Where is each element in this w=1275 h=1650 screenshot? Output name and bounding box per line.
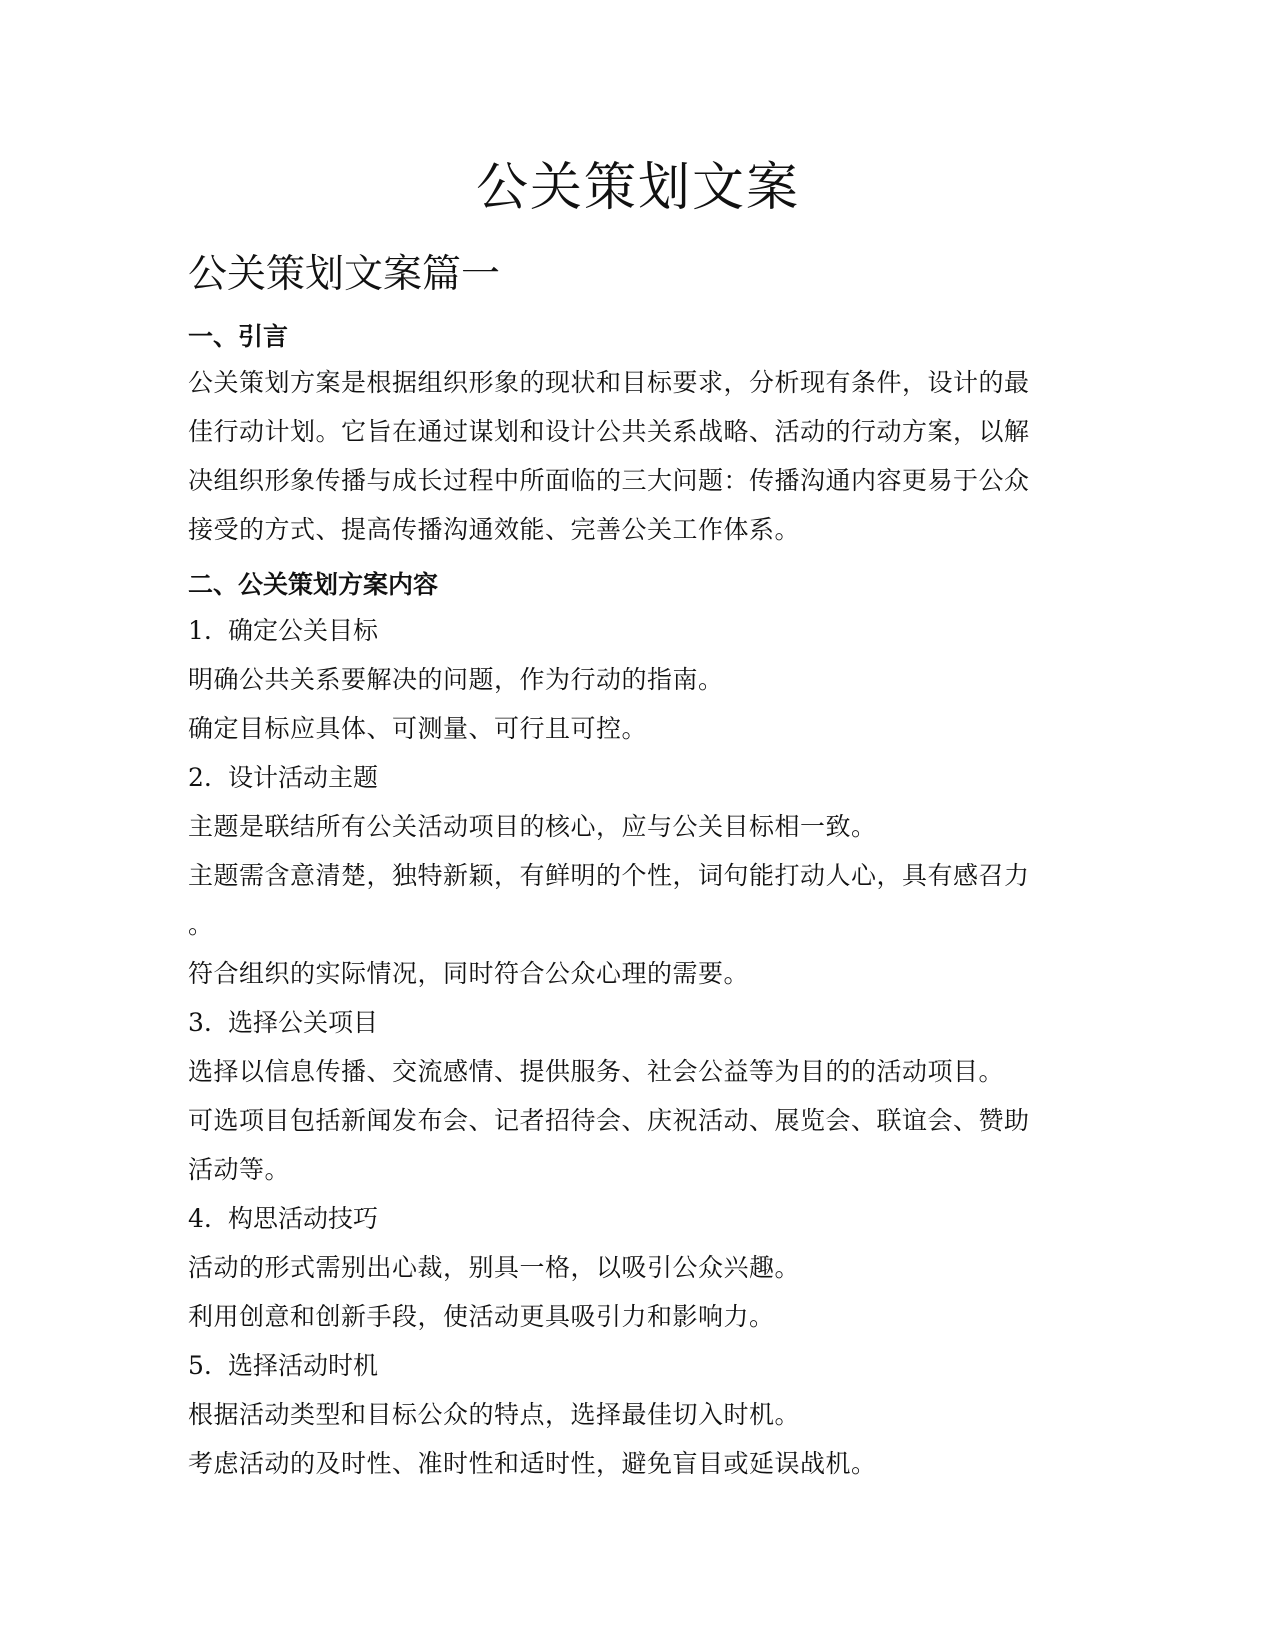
item-line: 主题需含意清楚，独特新颖，有鲜明的个性，词句能打动人心，具有感召力 bbox=[188, 861, 1030, 890]
plan-item-3 bbox=[188, 998, 1088, 1194]
document-content bbox=[188, 150, 1088, 1488]
document-title: 公关策划文案 bbox=[475, 158, 800, 218]
item-line: 根据活动类型和目标公众的特点，选择最佳切入时机。 bbox=[188, 1400, 801, 1429]
item-number: 4. bbox=[188, 1204, 212, 1233]
item-heading bbox=[188, 1341, 1088, 1390]
paragraph-line: 公关策划方案是根据组织形象的现状和目标要求，分析现有条件，设计的最 bbox=[188, 368, 1030, 397]
item-line: 活动的形式需别出心裁，别具一格，以吸引公众兴趣。 bbox=[188, 1253, 801, 1282]
item-number: 2. bbox=[188, 763, 212, 792]
item-title: 选择活动时机 bbox=[228, 1351, 379, 1380]
item-line: 选择以信息传播、交流感情、提供服务、社会公益等为目的的活动项目。 bbox=[188, 1057, 1005, 1086]
item-heading bbox=[188, 753, 1088, 802]
item-line: 确定目标应具体、可测量、可行且可控。 bbox=[188, 714, 648, 743]
plan-item-4 bbox=[188, 1194, 1088, 1341]
item-number: 1. bbox=[188, 616, 212, 645]
item-title: 确定公关目标 bbox=[228, 616, 379, 645]
introduction-paragraph bbox=[188, 358, 1088, 554]
section-heading-plan-content: 二、公关策划方案内容 bbox=[188, 570, 439, 599]
section-heading-introduction: 一、引言 bbox=[188, 322, 289, 351]
chapter-title: 公关策划文案篇一 bbox=[188, 252, 501, 297]
paragraph-line: 佳行动计划。它旨在通过谋划和设计公共关系战略、活动的行动方案，以解 bbox=[188, 417, 1030, 446]
item-title: 设计活动主题 bbox=[228, 763, 379, 792]
item-title: 选择公关项目 bbox=[228, 1008, 379, 1037]
item-line: 符合组织的实际情况，同时符合公众心理的需要。 bbox=[188, 959, 750, 988]
item-heading bbox=[188, 606, 1088, 655]
paragraph-line: 决组织形象传播与成长过程中所面临的三大问题：传播沟通内容更易于公众 bbox=[188, 466, 1030, 495]
item-title: 构思活动技巧 bbox=[228, 1204, 379, 1233]
item-line: 可选项目包括新闻发布会、记者招待会、庆祝活动、展览会、联谊会、赞助 bbox=[188, 1106, 1030, 1135]
item-line: 利用创意和创新手段，使活动更具吸引力和影响力。 bbox=[188, 1302, 775, 1331]
plan-item-1 bbox=[188, 606, 1088, 753]
item-heading bbox=[188, 1194, 1088, 1243]
item-line: 主题是联结所有公关活动项目的核心，应与公关目标相一致。 bbox=[188, 812, 877, 841]
item-heading bbox=[188, 998, 1088, 1047]
item-line: 。 bbox=[188, 910, 214, 939]
plan-item-5 bbox=[188, 1341, 1088, 1488]
item-line: 活动等。 bbox=[188, 1155, 291, 1184]
plan-item-2 bbox=[188, 753, 1088, 998]
paragraph-line: 接受的方式、提高传播沟通效能、完善公关工作体系。 bbox=[188, 515, 801, 544]
item-line: 考虑活动的及时性、准时性和适时性，避免盲目或延误战机。 bbox=[188, 1449, 877, 1478]
item-number: 5. bbox=[188, 1351, 212, 1380]
item-number: 3. bbox=[188, 1008, 212, 1037]
item-line: 明确公共关系要解决的问题，作为行动的指南。 bbox=[188, 665, 724, 694]
